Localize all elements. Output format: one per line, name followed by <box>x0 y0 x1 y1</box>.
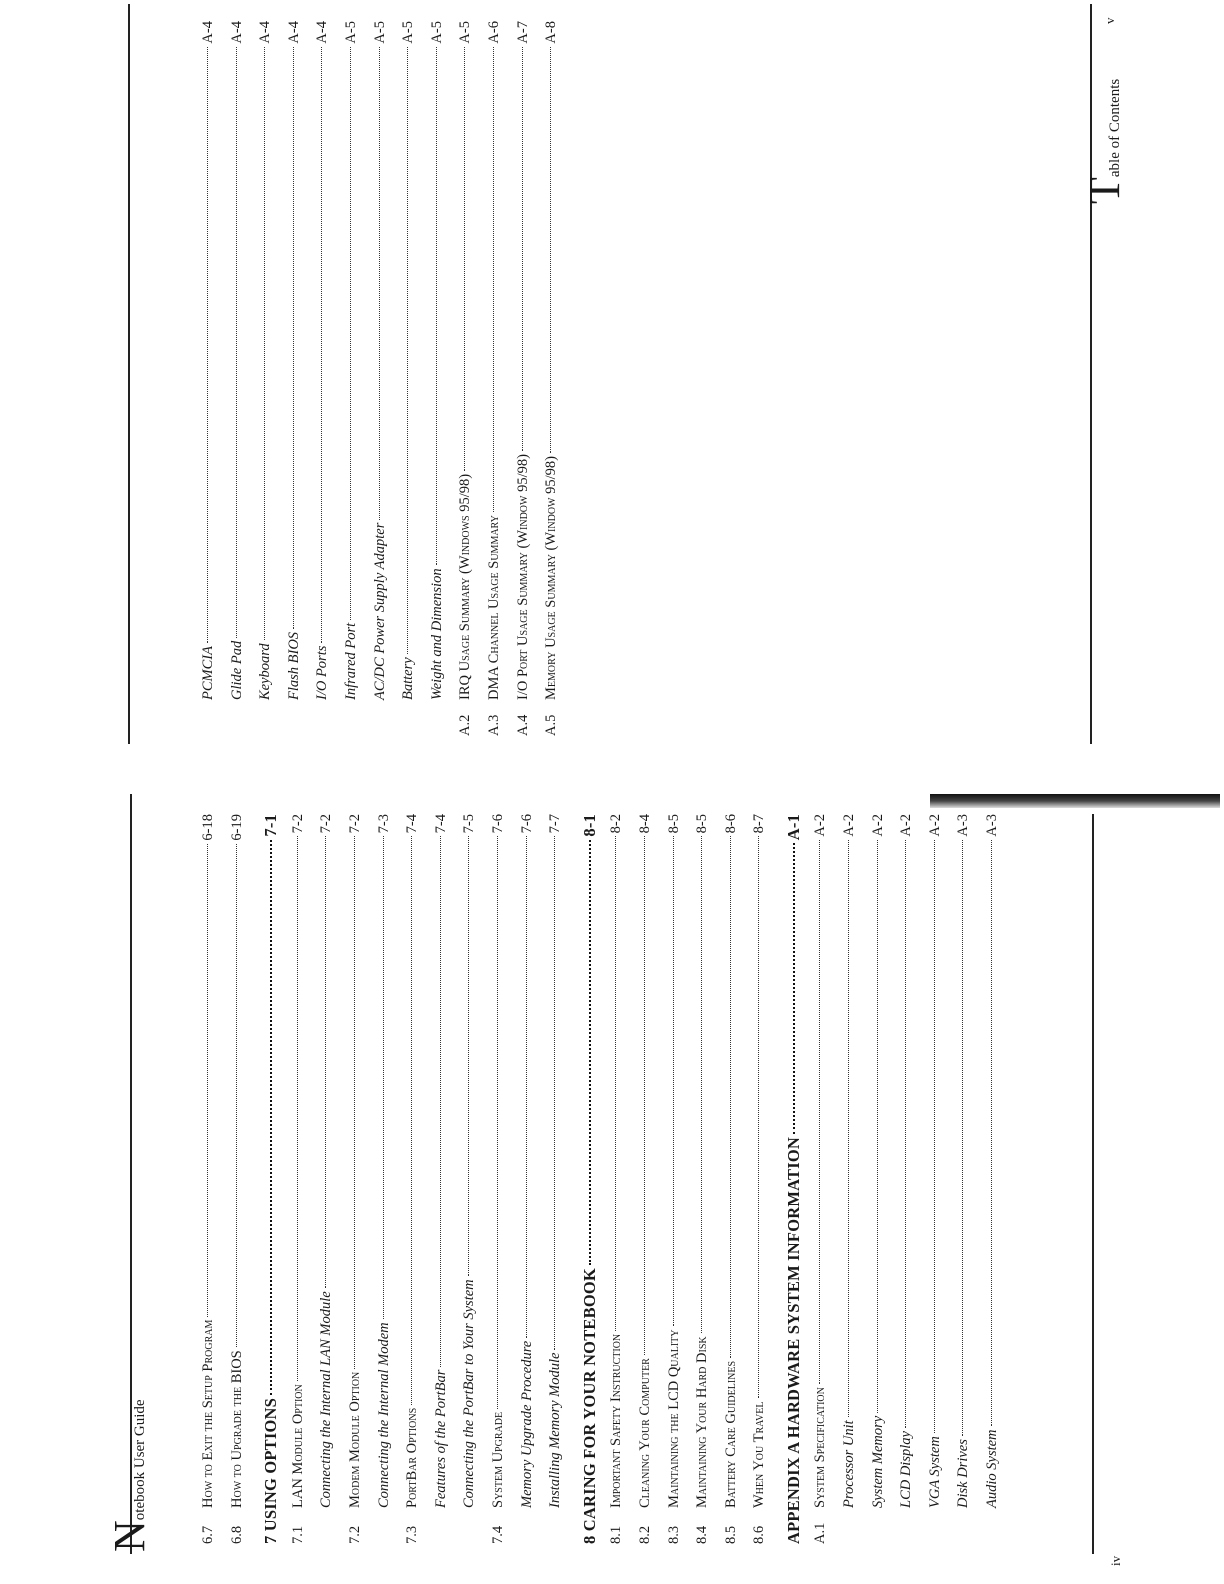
toc-page-number: A-1 <box>783 814 803 841</box>
toc-entry-title: Important Safety Instruction <box>608 1333 625 1508</box>
toc-entry[interactable] <box>580 814 609 1544</box>
dot-leader <box>379 47 380 520</box>
toc-entry[interactable] <box>229 21 258 736</box>
toc-page-number: 6-18 <box>200 814 216 841</box>
toc-entry[interactable] <box>898 814 927 1544</box>
toc-entry[interactable] <box>376 814 405 1544</box>
dot-leader <box>934 840 935 1434</box>
toc-entry-title: Memory Usage Summary (Window 95/98) <box>543 456 560 700</box>
dot-leader <box>325 836 326 1288</box>
toc-entry[interactable] <box>372 21 401 736</box>
dot-leader <box>207 47 208 643</box>
toc-page-number: A-6 <box>485 21 502 44</box>
toc-page-number: A-2 <box>926 814 943 837</box>
dot-leader <box>550 47 551 453</box>
toc-section-number: 8.4 <box>694 1525 711 1544</box>
toc-entry-title: Features of the PortBar <box>432 1369 449 1508</box>
toc-entry[interactable] <box>229 814 258 1544</box>
toc-page-number: A-8 <box>543 21 560 44</box>
toc-entry-title: APPENDIX A HARDWARE SYSTEM INFORMATION <box>783 1137 803 1544</box>
toc-entry[interactable] <box>347 814 376 1544</box>
toc-section-number: 7.1 <box>289 1525 306 1544</box>
toc-page-number: 7-4 <box>404 814 421 834</box>
left-page-header <box>105 1399 154 1552</box>
toc-entry[interactable] <box>547 814 576 1544</box>
toc-page-number: 8-5 <box>694 814 711 834</box>
toc-entry-title: Processor Unit <box>841 1420 858 1508</box>
toc-entry-title: Connecting the Internal Modem <box>375 1322 392 1508</box>
toc-page-number: 8-7 <box>751 814 768 834</box>
toc-entry[interactable] <box>200 814 229 1544</box>
toc-entry[interactable] <box>461 814 490 1544</box>
toc-entry-title: Battery <box>400 657 417 700</box>
toc-entry-title: LAN Module Option <box>289 1384 306 1508</box>
toc-section-number: 7.2 <box>346 1525 363 1544</box>
toc-section-number: 7.3 <box>404 1525 421 1544</box>
dot-leader <box>522 47 523 451</box>
toc-entry[interactable] <box>486 21 515 736</box>
right-top-rule <box>128 4 130 744</box>
toc-entry-title: Memory Upgrade Procedure <box>518 1340 535 1508</box>
toc-section-number: A.4 <box>514 714 531 736</box>
toc-entry-title: PCMCIA <box>200 646 216 700</box>
dot-leader <box>354 836 355 1368</box>
toc-page-number: A-5 <box>428 21 445 44</box>
toc-entry[interactable] <box>519 814 548 1544</box>
dot-leader <box>493 47 494 513</box>
toc-section-number: 8.6 <box>751 1525 768 1544</box>
toc-page-number: A-4 <box>257 21 274 44</box>
dot-leader <box>293 47 294 629</box>
toc-entry-title: Maintaining Your Hard Disk <box>694 1336 711 1508</box>
dot-leader <box>407 47 408 655</box>
toc-entry-title: Cleaning Your Computer <box>636 1358 653 1508</box>
dot-leader <box>236 844 237 1348</box>
toc-page-number: A-3 <box>955 814 972 837</box>
toc-entry-title: Connecting the Internal LAN Module <box>318 1291 335 1508</box>
dot-leader <box>905 840 906 1428</box>
toc-entry-title: Installing Memory Module <box>547 1352 564 1508</box>
toc-entry-title: Modem Module Option <box>346 1371 363 1508</box>
toc-page-number: A-4 <box>200 21 216 44</box>
dot-leader <box>991 840 992 1427</box>
toc-entry-title: I/O Ports <box>314 645 331 700</box>
toc-entry[interactable] <box>723 814 752 1544</box>
left-toc <box>200 814 1013 1544</box>
dot-leader <box>440 836 441 1366</box>
right-page-header <box>1080 78 1129 204</box>
toc-entry[interactable] <box>286 21 315 736</box>
toc-entry-title: How to Upgrade the BIOS <box>228 1350 245 1508</box>
dot-leader <box>793 843 795 1134</box>
toc-entry[interactable] <box>257 21 286 736</box>
dot-leader <box>383 836 384 1319</box>
toc-entry[interactable] <box>812 814 841 1544</box>
dot-leader <box>701 836 702 1333</box>
toc-section-number: 8.2 <box>636 1525 653 1544</box>
dot-leader <box>464 47 465 471</box>
toc-entry-title: System Upgrade <box>489 1411 506 1508</box>
dot-leader <box>436 47 437 566</box>
toc-entry[interactable] <box>955 814 984 1544</box>
toc-page-number: 7-6 <box>489 814 506 834</box>
toc-entry[interactable] <box>608 814 637 1544</box>
toc-page-number: 7-6 <box>518 814 535 834</box>
toc-section-number: 8.5 <box>722 1525 739 1544</box>
toc-entry-title: DMA Channel Usage Summary <box>485 515 502 700</box>
toc-entry[interactable] <box>543 21 572 736</box>
toc-page-number: 7-2 <box>289 814 306 834</box>
toc-page-number: 8-4 <box>636 814 653 834</box>
dot-leader <box>758 836 759 1398</box>
toc-page-number: 8-1 <box>579 814 599 837</box>
dot-leader <box>411 836 412 1405</box>
toc-entry-title: Maintaining the LCD Quality <box>665 1329 682 1508</box>
dot-leader <box>962 840 963 1437</box>
toc-page-number: A-4 <box>228 21 245 44</box>
toc-entry[interactable] <box>343 21 372 736</box>
toc-entry-title: Flash BIOS <box>285 631 302 700</box>
toc-entry[interactable] <box>318 814 347 1544</box>
dot-leader <box>264 47 265 641</box>
toc-entry-title: Infrared Port <box>342 622 359 700</box>
toc-entry[interactable] <box>457 21 486 736</box>
toc-entry[interactable] <box>666 814 695 1544</box>
toc-entry[interactable] <box>433 814 462 1544</box>
toc-entry[interactable] <box>841 814 870 1544</box>
toc-entry[interactable] <box>515 21 544 736</box>
toc-entry-title: IRQ Usage Summary (Windows 95/98) <box>457 473 474 700</box>
toc-entry[interactable] <box>261 814 290 1544</box>
toc-section-number: A.3 <box>485 714 502 736</box>
toc-entry[interactable] <box>200 21 229 736</box>
toc-entry[interactable] <box>984 814 1013 1544</box>
toc-page-number: A-4 <box>285 21 302 44</box>
toc-section-number: A.1 <box>812 1522 829 1544</box>
toc-page-number: A-2 <box>898 814 915 837</box>
toc-section-number: A.2 <box>457 714 474 736</box>
dot-leader <box>554 836 555 1349</box>
toc-page-number: A-5 <box>371 21 388 44</box>
dot-leader <box>270 840 272 1395</box>
toc-entry[interactable] <box>404 814 433 1544</box>
toc-page-number: A-3 <box>984 814 1001 837</box>
dot-leader <box>207 844 208 1317</box>
toc-page-number: 7-1 <box>261 814 281 837</box>
toc-page-number: A-2 <box>812 814 829 837</box>
toc-entry[interactable] <box>784 814 813 1544</box>
toc-entry[interactable] <box>870 814 899 1544</box>
toc-entry[interactable] <box>314 21 343 736</box>
dot-leader <box>877 840 878 1413</box>
left-bottom-rule <box>1092 814 1094 1554</box>
toc-page-number: 8-2 <box>608 814 625 834</box>
toc-entry-title: Keyboard <box>257 643 274 700</box>
toc-section-number: 6.7 <box>200 1525 216 1544</box>
toc-page-number: 7-7 <box>547 814 564 834</box>
right-page-number: v <box>1102 17 1117 24</box>
dot-leader <box>644 836 645 1355</box>
toc-entry-title: Weight and Dimension <box>428 568 445 700</box>
dot-leader <box>730 836 731 1358</box>
toc-entry-title: Audio System <box>984 1429 1001 1508</box>
dot-leader <box>468 836 469 1276</box>
toc-entry-title: How to Exit the Setup Program <box>200 1319 216 1508</box>
toc-entry[interactable] <box>429 21 458 736</box>
toc-entry[interactable] <box>490 814 519 1544</box>
dot-leader <box>589 840 591 1265</box>
toc-page-number: 7-3 <box>375 814 392 834</box>
dot-leader <box>497 836 498 1409</box>
toc-entry[interactable] <box>400 21 429 736</box>
toc-page-number: 6-19 <box>228 814 245 841</box>
header-initial: N <box>105 1520 154 1552</box>
dot-leader <box>526 836 527 1337</box>
toc-entry-title: Battery Care Guidelines <box>722 1360 739 1508</box>
header-title: otebook User Guide <box>132 1399 148 1521</box>
toc-entry-title: System Memory <box>869 1415 886 1508</box>
binding-shadow <box>930 794 1220 808</box>
toc-page-number: 7-4 <box>432 814 449 834</box>
toc-entry-title: Connecting the PortBar to Your System <box>461 1279 478 1508</box>
toc-page-number: A-5 <box>400 21 417 44</box>
toc-page-number: 7-5 <box>461 814 478 834</box>
toc-entry-title: 7 USING OPTIONS <box>261 1397 281 1544</box>
toc-entry[interactable] <box>637 814 666 1544</box>
toc-page-number: 8-6 <box>722 814 739 834</box>
toc-entry-title: When You Travel <box>751 1401 768 1508</box>
right-toc <box>200 21 572 736</box>
dot-leader <box>848 840 849 1418</box>
toc-entry-title: Disk Drives <box>955 1439 972 1508</box>
left-page-number: iv <box>1108 1555 1123 1566</box>
toc-section-number: 6.8 <box>228 1525 245 1544</box>
dot-leader <box>350 47 351 620</box>
toc-entry[interactable] <box>751 814 780 1544</box>
toc-entry-title: VGA System <box>926 1436 943 1508</box>
toc-section-number: A.5 <box>543 714 560 736</box>
dot-leader <box>615 836 616 1331</box>
dot-leader <box>819 840 820 1385</box>
toc-entry-title: AC/DC Power Supply Adapter <box>371 522 388 700</box>
toc-page-number: A-7 <box>514 21 531 44</box>
toc-entry-title: Glide Pad <box>228 640 245 700</box>
header-title: able of Contents <box>1107 78 1123 178</box>
toc-entry-title: LCD Display <box>898 1431 915 1508</box>
toc-section-number: 8.3 <box>665 1525 682 1544</box>
toc-entry[interactable] <box>927 814 956 1544</box>
dot-leader <box>236 47 237 638</box>
toc-entry-title: PortBar Options <box>404 1407 421 1508</box>
dot-leader <box>321 47 322 643</box>
dot-leader <box>297 836 298 1381</box>
toc-page-number: 7-2 <box>318 814 335 834</box>
toc-page-number: A-2 <box>841 814 858 837</box>
toc-entry[interactable] <box>694 814 723 1544</box>
toc-page-number: A-5 <box>342 21 359 44</box>
toc-page-number: A-5 <box>457 21 474 44</box>
toc-entry[interactable] <box>290 814 319 1544</box>
toc-page-number: 8-5 <box>665 814 682 834</box>
header-initial: T <box>1080 177 1129 204</box>
toc-section-number: 8.1 <box>608 1525 625 1544</box>
toc-page-number: A-4 <box>314 21 331 44</box>
toc-page-number: A-2 <box>869 814 886 837</box>
toc-entry-title: I/O Port Usage Summary (Window 95/98) <box>514 454 531 700</box>
toc-page-number: 7-2 <box>346 814 363 834</box>
toc-section-number: 7.4 <box>489 1525 506 1544</box>
dot-leader <box>673 836 674 1326</box>
toc-entry-title: System Specification <box>812 1387 829 1508</box>
toc-entry-title: 8 CARING FOR YOUR NOTEBOOK <box>579 1268 599 1544</box>
